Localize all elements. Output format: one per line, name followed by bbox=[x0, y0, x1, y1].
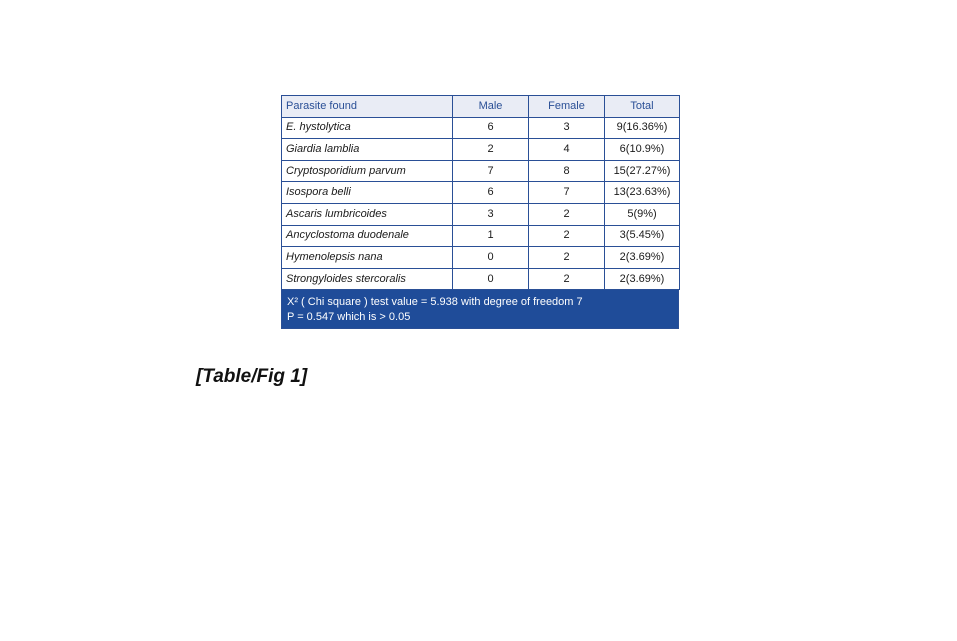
cell-female: 2 bbox=[529, 225, 605, 247]
chi-square-footnote bbox=[281, 290, 679, 329]
cell-parasite: Hymenolepsis nana bbox=[282, 247, 453, 269]
cell-parasite: Ancyclostoma duodenale bbox=[282, 225, 453, 247]
cell-female: 2 bbox=[529, 247, 605, 269]
table-header-row bbox=[282, 96, 680, 118]
footnote-p-value: P = 0.547 which is > 0.05 bbox=[287, 311, 411, 324]
cell-parasite: Giardia lamblia bbox=[282, 139, 453, 161]
parasite-table-container bbox=[281, 95, 679, 329]
cell-female: 8 bbox=[529, 160, 605, 182]
cell-female: 2 bbox=[529, 268, 605, 290]
cell-total: 3(5.45%) bbox=[605, 225, 680, 247]
table-row bbox=[282, 225, 680, 247]
table-row bbox=[282, 117, 680, 139]
cell-male: 6 bbox=[453, 117, 529, 139]
cell-male: 2 bbox=[453, 139, 529, 161]
cell-parasite: E. hystolytica bbox=[282, 117, 453, 139]
cell-parasite: Strongyloides stercoralis bbox=[282, 268, 453, 290]
cell-female: 2 bbox=[529, 203, 605, 225]
parasite-table bbox=[281, 95, 680, 290]
cell-total: 9(16.36%) bbox=[605, 117, 680, 139]
figure-caption: [Table/Fig 1] bbox=[196, 366, 308, 387]
header-female: Female bbox=[529, 96, 605, 118]
cell-male: 3 bbox=[453, 203, 529, 225]
cell-male: 1 bbox=[453, 225, 529, 247]
header-total: Total bbox=[605, 96, 680, 118]
table-row bbox=[282, 160, 680, 182]
table-row bbox=[282, 182, 680, 204]
cell-female: 7 bbox=[529, 182, 605, 204]
table-row bbox=[282, 203, 680, 225]
cell-total: 2(3.69%) bbox=[605, 247, 680, 269]
cell-total: 6(10.9%) bbox=[605, 139, 680, 161]
cell-male: 0 bbox=[453, 268, 529, 290]
cell-male: 6 bbox=[453, 182, 529, 204]
table-row bbox=[282, 247, 680, 269]
cell-male: 0 bbox=[453, 247, 529, 269]
table-row bbox=[282, 139, 680, 161]
header-male: Male bbox=[453, 96, 529, 118]
cell-male: 7 bbox=[453, 160, 529, 182]
header-parasite-found: Parasite found bbox=[282, 96, 453, 118]
footnote-test-value: X² ( Chi square ) test value = 5.938 with degree of freedom 7 bbox=[287, 296, 583, 309]
cell-total: 5(9%) bbox=[605, 203, 680, 225]
cell-total: 2(3.69%) bbox=[605, 268, 680, 290]
table-row bbox=[282, 268, 680, 290]
cell-female: 4 bbox=[529, 139, 605, 161]
cell-parasite: Ascaris lumbricoides bbox=[282, 203, 453, 225]
cell-female: 3 bbox=[529, 117, 605, 139]
cell-parasite: Isospora belli bbox=[282, 182, 453, 204]
cell-total: 13(23.63%) bbox=[605, 182, 680, 204]
cell-parasite: Cryptosporidium parvum bbox=[282, 160, 453, 182]
cell-total: 15(27.27%) bbox=[605, 160, 680, 182]
